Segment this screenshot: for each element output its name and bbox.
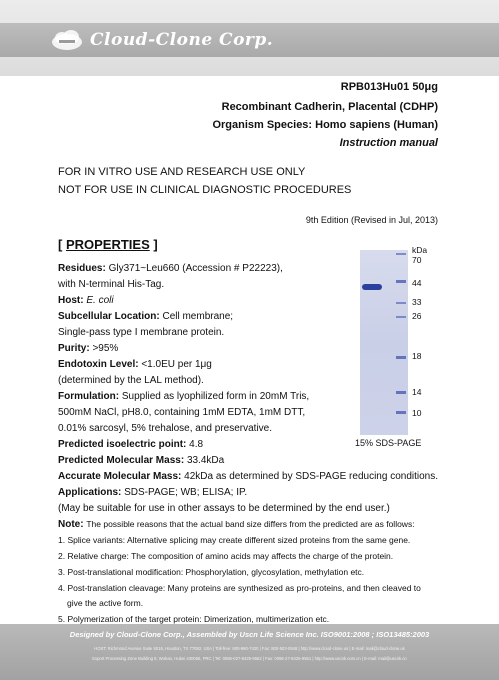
formulation-label: Formulation:	[58, 391, 120, 402]
purity-label: Purity:	[58, 343, 90, 354]
gel-caption: 15% SDS-PAGE	[355, 438, 422, 448]
footer	[0, 624, 499, 680]
section-bracket-open: [	[58, 237, 66, 252]
predicted-mass-value: 33.4kDa	[186, 455, 225, 466]
formulation-cont-2: 0.01% sarcosyl, 5% trehalose, and preservative.	[58, 423, 272, 434]
section-title-text: PROPERTIES	[65, 237, 150, 252]
footer-address-us: HOST: Richmond Avenue Suite 5016, Houston, TX 77082, USA | Toll-free: 800-990-7420 | Fax: 800-503-0948 | http://www.cloud-clone.us | E-mail: mail@cloud-clone.us	[94, 646, 405, 651]
endotoxin-value: <1.0EU per 1μg	[141, 359, 212, 370]
note-label: Note:	[58, 519, 84, 530]
formulation-cont-1: 500mM NaCl, pH8.0, containing 1mM EDTA, 1mM DTT,	[58, 407, 306, 418]
marker-label: 33	[412, 297, 422, 307]
accurate-mass-label: Accurate Molecular Mass:	[58, 471, 182, 482]
note-item: 3. Post-translational modification: Phosphorylation, glycosylation, methylation etc.	[58, 567, 365, 577]
marker-label: 18	[412, 351, 422, 361]
ladder-band	[396, 356, 406, 359]
isoelectric-value: 4.8	[189, 439, 204, 450]
cloud-logo-icon	[50, 28, 84, 52]
host-value: E. coli	[86, 295, 114, 306]
section-title	[58, 237, 158, 252]
subcell-label: Subcellular Location:	[58, 311, 160, 322]
edition-info: 9th Edition (Revised in Jul, 2013)	[305, 215, 438, 225]
marker-label: 26	[412, 311, 422, 321]
ladder-band	[396, 253, 406, 255]
ladder-band	[396, 411, 406, 414]
header-banner	[0, 0, 499, 76]
endotoxin-label: Endotoxin Level:	[58, 359, 139, 370]
ladder-band	[396, 391, 406, 394]
organism-species: Organism Species: Homo sapiens (Human)	[212, 119, 438, 131]
residues-cont: with N-terminal His-Tag.	[58, 279, 165, 290]
host-line	[58, 295, 114, 306]
note-line	[58, 519, 415, 530]
endotoxin-cont: (determined by the LAL method).	[58, 375, 204, 386]
gel-lane-area	[360, 250, 408, 435]
residues-value: Gly371~Leu660 (Accession # P22223),	[108, 263, 283, 274]
note-item-cont: give the active form.	[67, 598, 144, 608]
marker-label: 10	[412, 408, 422, 418]
marker-label: 14	[412, 387, 422, 397]
clinical-use-notice: NOT FOR USE IN CLINICAL DIAGNOSTIC PROCEDURES	[58, 184, 352, 196]
brand-name: Cloud-Clone Corp.	[90, 30, 274, 50]
marker-label: 70	[412, 255, 422, 265]
footer-address-cn: Export Processing Zone Building 8, Wuhan, Hubei 430056, PRC | Tel: 0086-027-8425-9552 | Fax: 0086-27-8425-9551 | http://www.uscnk.com.cn | E-mail: mail@uscnk.cn	[92, 656, 407, 661]
note-item: 1. Splice variants: Alternative splicing may create different sized proteins from the same gene.	[58, 535, 411, 545]
note-item: 2. Relative charge: The composition of amino acids may affects the charge of the protein.	[58, 551, 394, 561]
applications-cont: (May be suitable for use in other assays to be determined by the end user.)	[58, 503, 390, 514]
sample-band	[362, 284, 382, 290]
predicted-mass-label: Predicted Molecular Mass:	[58, 455, 185, 466]
ladder-band	[396, 280, 406, 283]
product-name: Recombinant Cadherin, Placental (CDHP)	[221, 101, 438, 113]
host-label: Host:	[58, 295, 84, 306]
endotoxin-line	[58, 359, 212, 370]
residues-line	[58, 263, 283, 274]
formulation-line	[58, 391, 309, 402]
subcell-line	[58, 311, 233, 322]
predicted-mass-line	[58, 455, 224, 466]
formulation-value: Supplied as lyophilized form in 20mM Tris,	[121, 391, 310, 402]
accurate-mass-line	[58, 471, 438, 482]
note-item: 5. Polymerization of the target protein: Dimerization, multimerization etc.	[58, 614, 330, 624]
note-intro: The possible reasons that the actual band size differs from the predicted are as follows:	[86, 519, 415, 529]
applications-line	[58, 487, 247, 498]
purity-value: >95%	[92, 343, 119, 354]
kda-unit-label: kDa	[412, 245, 428, 255]
residues-label: Residues:	[58, 263, 106, 274]
purity-line	[58, 343, 118, 354]
subcell-value: Cell membrane;	[162, 311, 234, 322]
research-use-notice: FOR IN VITRO USE AND RESEARCH USE ONLY	[58, 166, 306, 178]
manual-title: Instruction manual	[339, 137, 438, 149]
applications-label: Applications:	[58, 487, 122, 498]
ladder-band	[396, 316, 406, 318]
footer-credits: Designed by Cloud-Clone Corp., Assembled by Uscn Life Science Inc. ISO9001:2008 ; ISO13485:2003	[69, 630, 430, 639]
section-bracket-close: ]	[149, 237, 158, 252]
ladder-band	[396, 302, 406, 304]
note-item: 4. Post-translation cleavage: Many proteins are synthesized as pro-proteins, and then cleaved to	[58, 583, 421, 593]
isoelectric-line	[58, 439, 203, 450]
catalog-number: RPB013Hu01 50μg	[340, 81, 438, 93]
marker-label: 44	[412, 278, 422, 288]
accurate-mass-value: 42kDa as determined by SDS-PAGE reducing conditions.	[184, 471, 439, 482]
subcell-cont: Single-pass type I membrane protein.	[58, 327, 225, 338]
applications-value: SDS-PAGE; WB; ELISA; IP.	[124, 487, 248, 498]
isoelectric-label: Predicted isoelectric point:	[58, 439, 187, 450]
sds-page-gel	[352, 245, 452, 455]
